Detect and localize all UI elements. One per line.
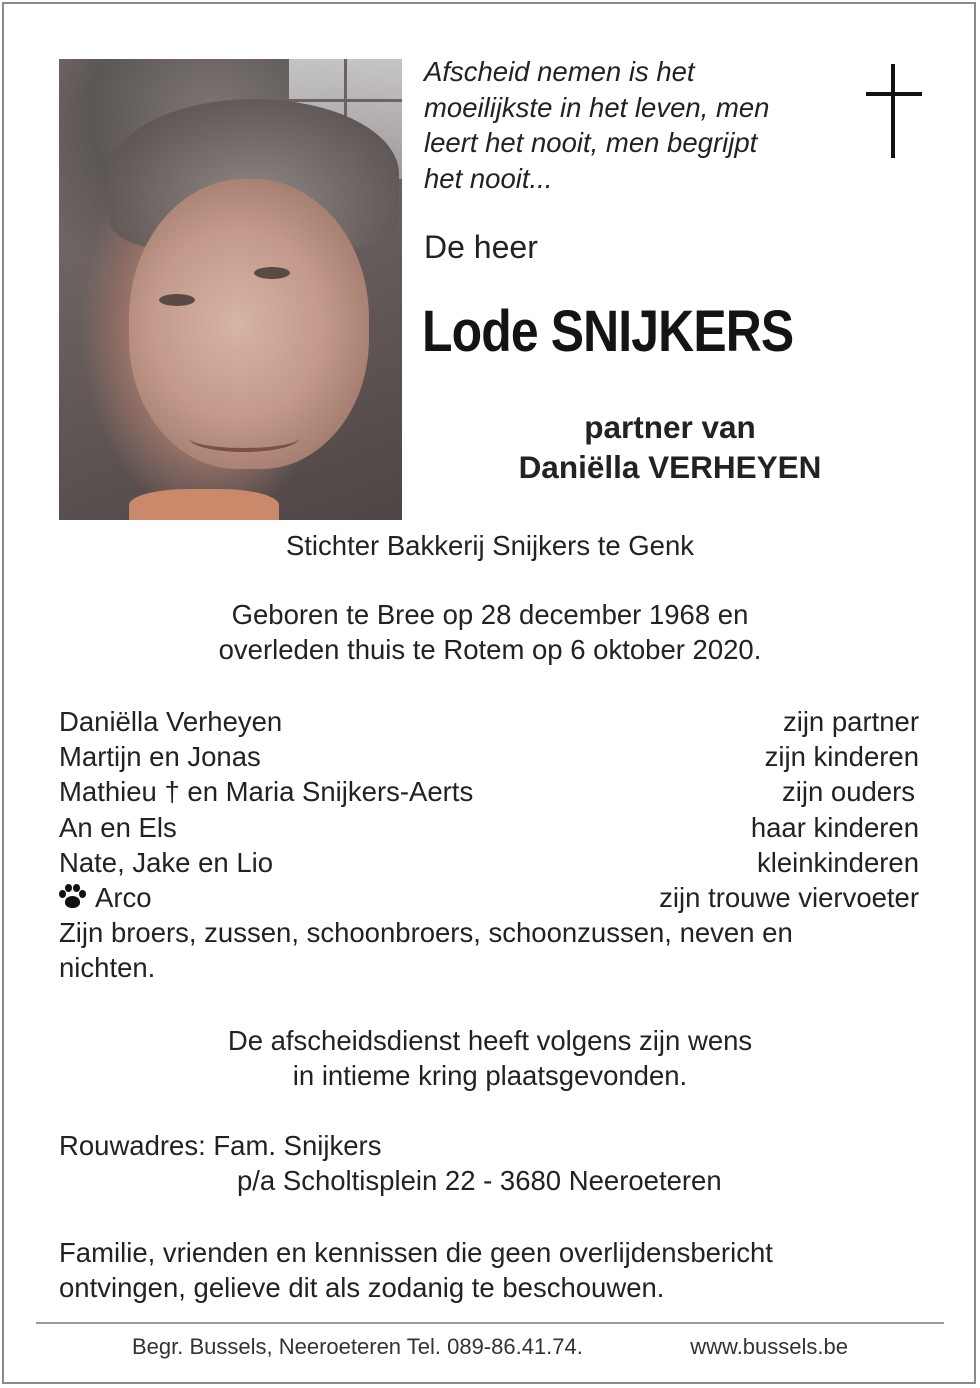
founder-line: Stichter Bakkerij Snijkers te Genk [285,530,695,561]
family-names: Martijn en Jonas [59,741,261,773]
family-row [59,704,919,739]
notice-line: ontvingen, gelieve dit als zodanig te beschouwen. [59,1272,665,1303]
family-list [59,704,919,986]
family-extra-line: nichten. [59,952,156,984]
portrait-photo [59,59,402,520]
family-relation: zijn trouwe viervoeter [659,882,919,914]
salutation: De heer [424,229,538,265]
quote-line: Afscheid nemen is het [424,56,695,87]
notice [59,1235,919,1305]
funeral-home-info: Begr. Bussels, Neeroeteren Tel. 089-86.41.74. [132,1334,583,1359]
cross-icon [866,64,922,158]
family-relation: zijn partner [782,706,919,737]
family-relation: haar kinderen [750,811,919,843]
paw-icon [59,884,85,910]
family-row [59,810,919,845]
birth-line: Geboren te Bree op 28 december 1968 en [231,599,749,630]
divider [36,1322,944,1324]
family-names: Mathieu † en Maria Snijkers-Aerts [59,776,474,808]
deceased-name: Lode SNIJKERS [422,299,794,364]
quote-line: leert het nooit, men begrijpt [424,127,758,158]
family-row [59,739,919,774]
family-relation: zijn ouders [782,776,915,808]
website-link[interactable]: www.bussels.be [690,1334,848,1359]
quote-line: moeilijkste in het leven, men [424,91,770,123]
birth-death-info [0,597,980,667]
family-extra-line: Zijn broers, zussen, schoonbroers, schoonzussen, neven en [59,917,793,949]
family-names: Daniëlla Verheyen [59,706,283,737]
ceremony-info [0,1023,980,1093]
partner-name: Daniëlla VERHEYEN [518,449,822,485]
family-relation: zijn kinderen [764,741,919,773]
family-names: An en Els [59,811,177,843]
footer [132,1334,848,1360]
family-row [59,880,919,915]
ceremony-line: in intieme kring plaatsgevonden. [292,1060,688,1091]
death-line: overleden thuis te Rotem op 6 oktober 2020. [218,634,762,665]
quote-line: het nooit... [424,162,553,194]
partner-block [450,407,890,487]
address-line: p/a Scholtisplein 22 - 3680 Neeroeteren [237,1165,722,1196]
mourning-address [59,1128,722,1198]
notice-line: Familie, vrienden en kennissen die geen overlijdensbericht [59,1237,773,1268]
quote [424,54,834,196]
partner-label: partner van [584,409,756,445]
family-relation: kleinkinderen [756,846,919,878]
family-row [59,845,919,880]
address-line: Rouwadres: Fam. Snijkers [59,1130,382,1161]
ceremony-line: De afscheidsdienst heeft volgens zijn wens [227,1025,753,1056]
family-names: Nate, Jake en Lio [59,846,274,878]
family-row [59,774,919,809]
family-names: Arco [95,882,152,914]
